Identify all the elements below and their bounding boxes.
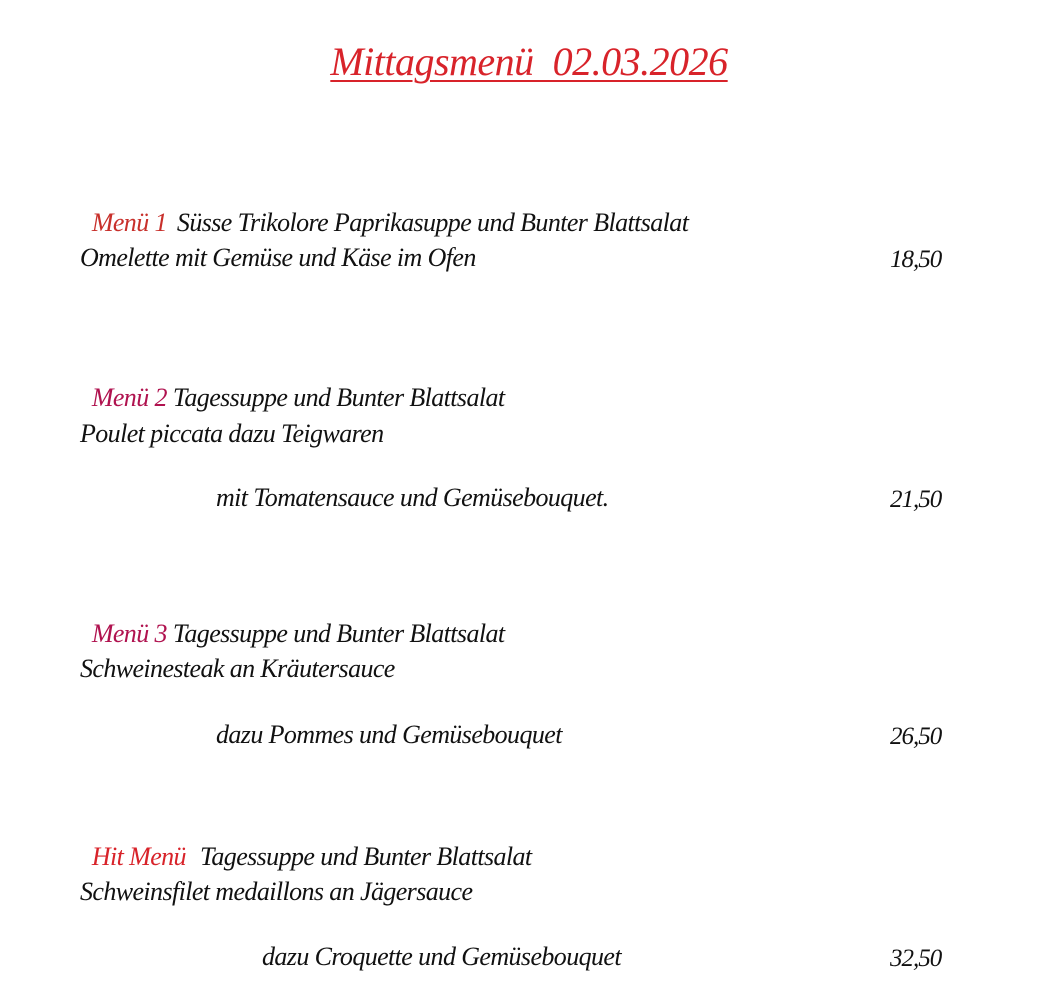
menu-2-price: 21,50: [890, 486, 942, 513]
menu-3-side: dazu Pommes und Gemüsebouquet: [216, 720, 562, 749]
menu-2-label: Menü 2: [91, 383, 167, 412]
hit-menu-price: 32,50: [890, 945, 942, 972]
page-title: Mittagsmenü 02.03.2026: [330, 39, 728, 84]
menu-1-starter: Süsse Trikolore Paprikasuppe und Bunter Blattsalat: [176, 208, 689, 237]
hit-menu-side: dazu Croquette und Gemüsebouquet: [262, 942, 621, 971]
menu-3-main: Schweinesteak an Kräutersauce: [80, 654, 395, 683]
menu-3-price: 26,50: [890, 723, 942, 750]
menu-1-main: Omelette mit Gemüse und Käse im Ofen: [80, 243, 476, 272]
hit-menu-starter: Tagessuppe und Bunter Blattsalat: [199, 842, 532, 871]
menu-1-starter-line: [80, 178, 688, 238]
menu-3-label: Menü 3: [91, 619, 167, 648]
menu-3-starter-line: [80, 589, 505, 649]
menu-1-price: 18,50: [890, 246, 942, 273]
hit-menu-label: Hit Menü: [91, 842, 186, 871]
menu-2-starter: Tagessuppe und Bunter Blattsalat: [172, 383, 505, 412]
menu-2-starter-line: [80, 353, 505, 413]
hit-menu-main: Schweinsfilet medaillons an Jägersauce: [80, 877, 473, 906]
menu-1-label: Menü 1: [91, 208, 167, 237]
menu-2-side: mit Tomatensauce und Gemüsebouquet.: [216, 483, 609, 512]
hit-menu-starter-line: [80, 812, 532, 872]
menu-3-starter: Tagessuppe und Bunter Blattsalat: [172, 619, 505, 648]
menu-2-main: Poulet piccata dazu Teigwaren: [80, 419, 384, 448]
